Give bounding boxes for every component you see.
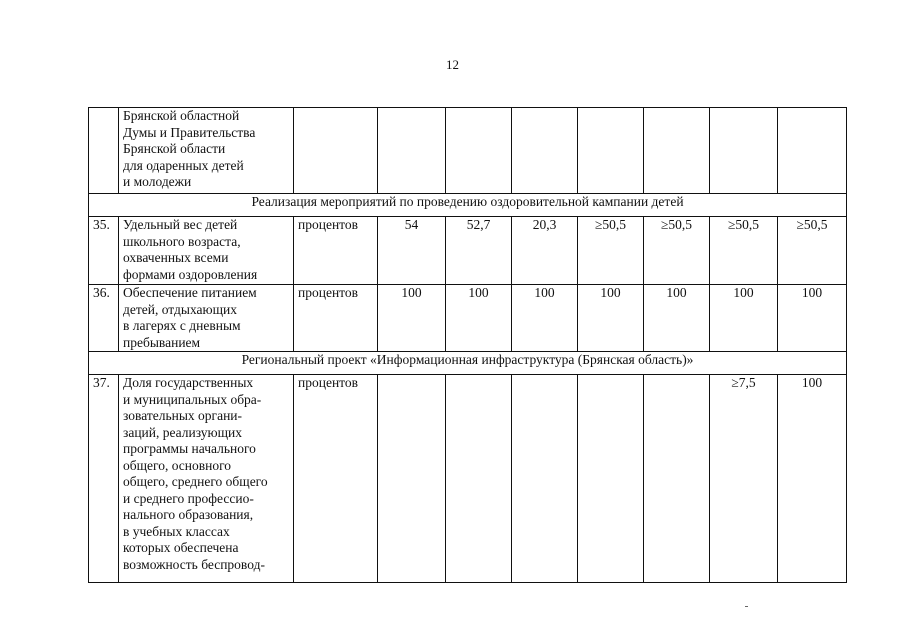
indicator-name: Удельный вес детей школьного возраста, охваченных всеми формами оздоровления bbox=[123, 217, 258, 282]
unit-cell: процентов bbox=[294, 285, 378, 352]
section-title: Реализация мероприятий по проведению оздоровительной кампании детей bbox=[89, 194, 847, 217]
value-cell: 52,7 bbox=[446, 217, 512, 285]
value-cell bbox=[378, 375, 446, 583]
value-cell: 100 bbox=[578, 285, 644, 352]
section-row bbox=[89, 194, 847, 217]
page-number: 12 bbox=[446, 57, 459, 72]
indicator-name: Брянской областной Думы и Правительства Брянской области для одаренных детей и молодежи bbox=[123, 108, 256, 189]
value-cell: 54 bbox=[378, 217, 446, 285]
table-row bbox=[89, 375, 847, 583]
row-number: 36. bbox=[89, 285, 119, 352]
value-cell bbox=[378, 108, 446, 194]
indicators-table bbox=[88, 107, 847, 583]
unit-cell bbox=[294, 108, 378, 194]
value-cell bbox=[578, 108, 644, 194]
value-cell: ≥50,5 bbox=[644, 217, 710, 285]
table-row bbox=[89, 285, 847, 352]
section-title: Региональный проект «Информационная инфраструктура (Брянская область)» bbox=[89, 352, 847, 375]
value-cell: ≥50,5 bbox=[578, 217, 644, 285]
value-cell bbox=[446, 375, 512, 583]
table-row bbox=[89, 108, 847, 194]
value-cell bbox=[512, 375, 578, 583]
value-cell bbox=[710, 108, 778, 194]
value-cell: ≥50,5 bbox=[710, 217, 778, 285]
indicator-cell bbox=[119, 375, 294, 583]
indicator-name: Доля государственных и муниципальных обра- зовательных органи- заций, реализующих программы начального общего, основного общего, среднего общего и среднего профессио- нального образования, в учебных классах которых обеспечена возможность беспровод- bbox=[123, 375, 268, 572]
table-row bbox=[89, 217, 847, 285]
section-row bbox=[89, 352, 847, 375]
value-cell bbox=[644, 375, 710, 583]
value-cell: 100 bbox=[778, 285, 847, 352]
unit-cell: процентов bbox=[294, 375, 378, 583]
value-cell: ≥50,5 bbox=[778, 217, 847, 285]
value-cell: 100 bbox=[710, 285, 778, 352]
value-cell bbox=[578, 375, 644, 583]
value-cell bbox=[778, 108, 847, 194]
row-number: 35. bbox=[89, 217, 119, 285]
value-cell bbox=[446, 108, 512, 194]
indicator-cell bbox=[119, 108, 294, 194]
value-cell bbox=[512, 108, 578, 194]
value-cell: 100 bbox=[378, 285, 446, 352]
value-cell: 100 bbox=[446, 285, 512, 352]
value-cell bbox=[644, 108, 710, 194]
indicator-name: Обеспечение питанием детей, отдыхающих в лагерях с дневным пребыванием bbox=[123, 285, 257, 350]
unit-cell: процентов bbox=[294, 217, 378, 285]
scan-speck bbox=[745, 606, 748, 607]
value-cell: 100 bbox=[778, 375, 847, 583]
value-cell: 100 bbox=[512, 285, 578, 352]
value-cell: 100 bbox=[644, 285, 710, 352]
indicator-cell bbox=[119, 217, 294, 285]
value-cell: ≥7,5 bbox=[710, 375, 778, 583]
row-number: 37. bbox=[89, 375, 119, 583]
indicator-cell bbox=[119, 285, 294, 352]
value-cell: 20,3 bbox=[512, 217, 578, 285]
row-number bbox=[89, 108, 119, 194]
